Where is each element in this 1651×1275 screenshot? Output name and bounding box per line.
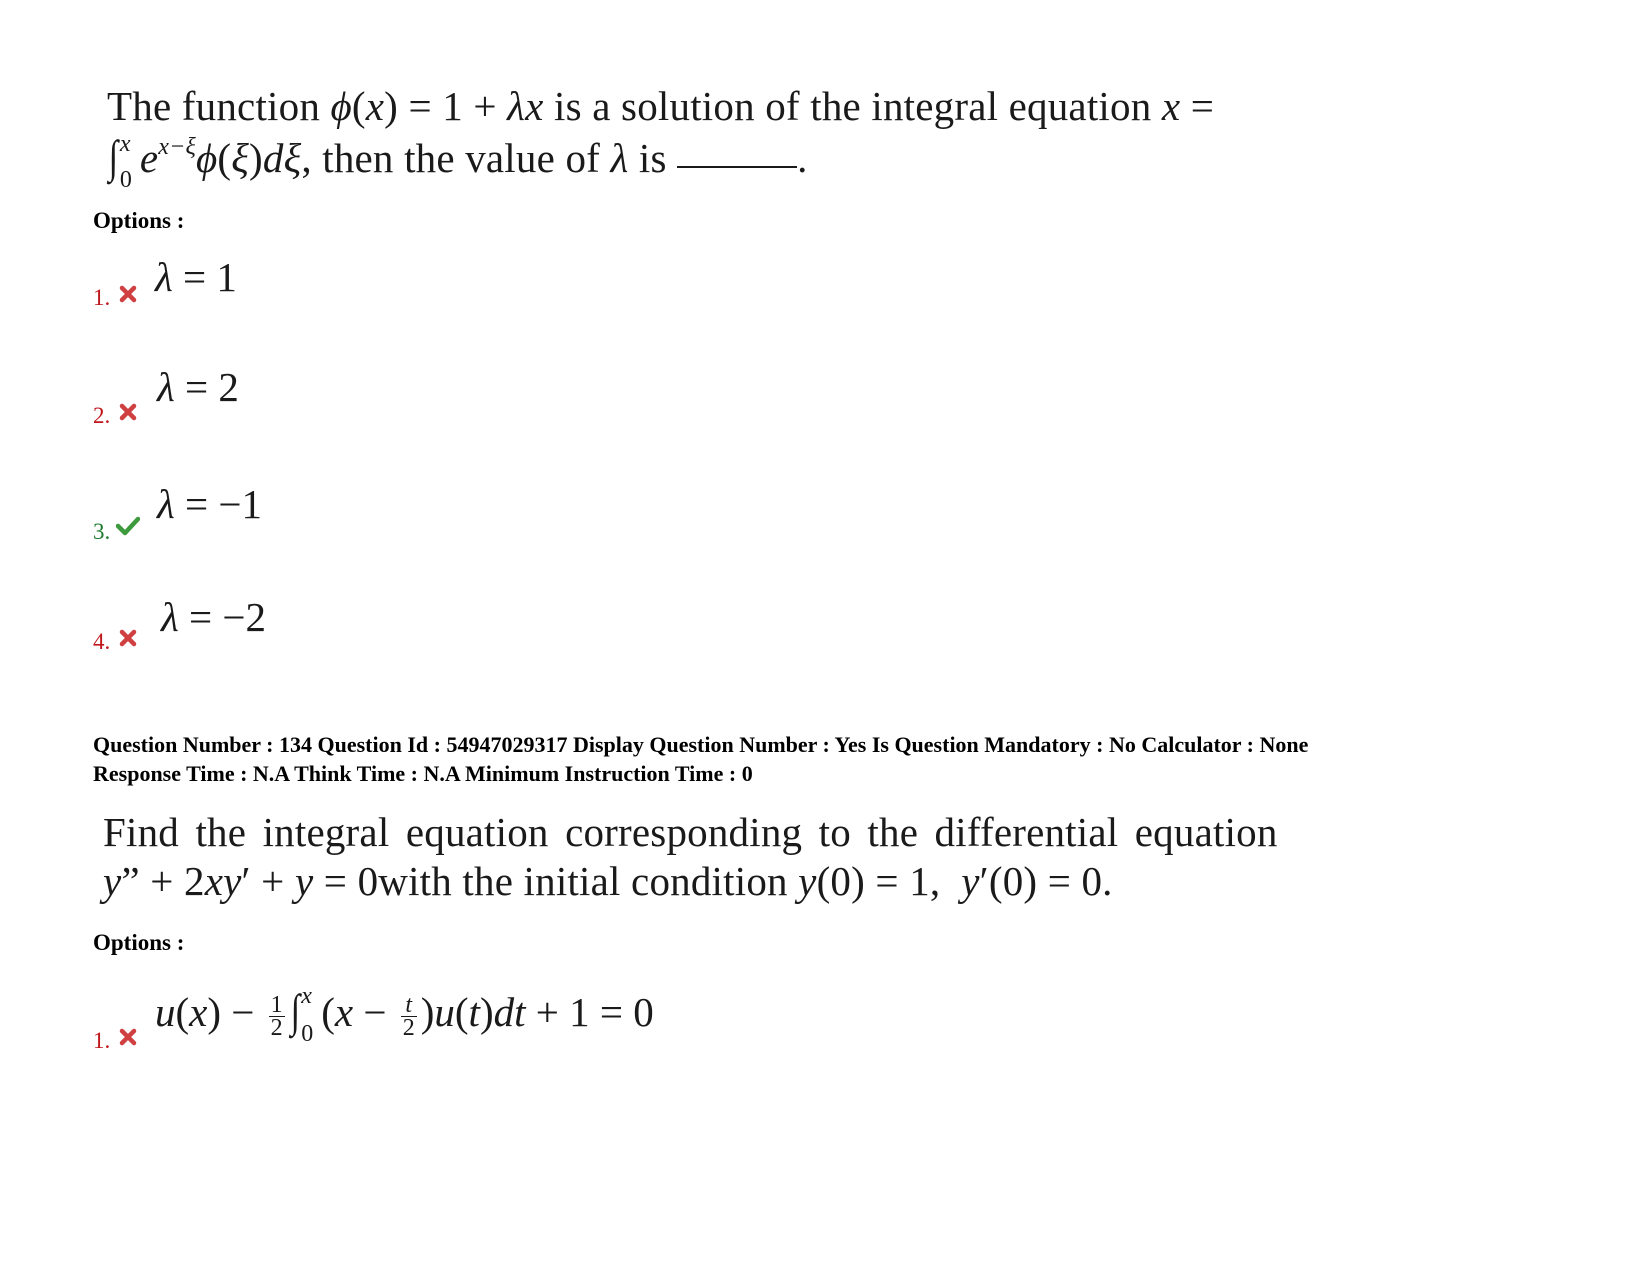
text-segment: = −1 bbox=[174, 481, 263, 527]
integral-upper-limit: x bbox=[119, 130, 131, 157]
option-number: 4. bbox=[93, 629, 111, 654]
math-symbol: u bbox=[434, 989, 455, 1035]
question-133-text-line-2 bbox=[107, 130, 808, 193]
option-number: 2. bbox=[93, 403, 111, 428]
text-segment: = bbox=[1180, 83, 1215, 129]
text-segment: is bbox=[628, 135, 678, 181]
math-symbol: y bbox=[798, 858, 817, 904]
math-symbol: xy bbox=[204, 858, 242, 904]
option-number: 1. bbox=[93, 285, 111, 310]
math-symbol: x bbox=[1161, 83, 1181, 129]
fraction-numerator: t bbox=[401, 994, 417, 1017]
text-segment: ) = 1 + bbox=[384, 83, 508, 129]
question-134-text-line-2 bbox=[103, 857, 1113, 905]
text-segment: . bbox=[797, 135, 808, 181]
math-symbol: λ bbox=[155, 254, 173, 300]
fraction bbox=[401, 992, 417, 1042]
text-segment: ( bbox=[217, 135, 232, 181]
text-segment: ′ + bbox=[241, 858, 295, 904]
option-expression bbox=[157, 480, 262, 528]
option-expression bbox=[155, 253, 237, 301]
text-segment: ) bbox=[249, 135, 263, 181]
fraction-denominator: 2 bbox=[270, 1015, 283, 1042]
question-133-text-line-1 bbox=[107, 82, 1214, 130]
text-segment: is a solution of the integral equation bbox=[543, 83, 1162, 129]
math-symbol: ξ bbox=[283, 135, 302, 181]
math-symbol: dt bbox=[493, 989, 526, 1035]
cross-icon bbox=[118, 1027, 138, 1047]
text-segment: = 0with the initial condition bbox=[313, 858, 799, 904]
options-label: Options : bbox=[93, 208, 185, 233]
text-segment: , then the value of bbox=[301, 135, 611, 181]
math-symbol: d bbox=[262, 135, 284, 181]
option-number: 3. bbox=[93, 519, 111, 544]
option-expression bbox=[161, 593, 266, 641]
text-segment: (0) = 1, bbox=[816, 858, 962, 904]
text-segment: The function bbox=[107, 83, 331, 129]
text-segment: ( bbox=[351, 83, 366, 129]
cross-icon bbox=[118, 284, 138, 304]
fraction-denominator: 2 bbox=[402, 1015, 415, 1042]
math-symbol: λ bbox=[157, 364, 175, 410]
math-symbol: y bbox=[961, 858, 980, 904]
math-symbol: y bbox=[103, 858, 122, 904]
options-label: Options : bbox=[93, 930, 185, 955]
math-symbol: λ bbox=[161, 594, 179, 640]
math-symbol: y bbox=[294, 858, 314, 904]
math-symbol: λ bbox=[157, 481, 175, 527]
checkmark-icon bbox=[116, 516, 140, 536]
integral-sign: ∫ bbox=[108, 131, 119, 182]
option-expression bbox=[157, 363, 239, 411]
math-symbol: x bbox=[365, 83, 385, 129]
option-expression: u(x) − $\frac{1}{2}$ ∫ x 0 (x − $\frac{t}{2}$ )u(t)dt + 1 = 0 bbox=[155, 982, 654, 1047]
integral-lower-limit: 0 bbox=[119, 166, 133, 193]
metadata-line-2: Response Time : N.A Think Time : N.A Minimum Instruction Time : 0 bbox=[93, 761, 753, 786]
fraction bbox=[269, 992, 285, 1042]
answer-blank bbox=[677, 166, 797, 168]
text-segment: ” + 2 bbox=[121, 858, 205, 904]
math-symbol: ϕ bbox=[330, 83, 352, 129]
text-segment: Find the integral equation corresponding to the differential equation bbox=[103, 809, 1278, 855]
integral-sign: ∫ bbox=[290, 985, 300, 1036]
integral-upper-limit: x bbox=[301, 982, 312, 1009]
math-symbol: ξ bbox=[231, 135, 249, 181]
option-number: 1. bbox=[93, 1028, 111, 1053]
text-segment: = −2 bbox=[178, 594, 267, 640]
text-segment: ′(0) = 0. bbox=[979, 858, 1113, 904]
math-symbol: e bbox=[139, 135, 159, 181]
text-segment: + 1 = 0 bbox=[525, 989, 654, 1035]
exponent: x−ξ bbox=[158, 134, 196, 160]
math-symbol: u bbox=[155, 989, 176, 1035]
math-symbol: x bbox=[189, 989, 208, 1035]
cross-icon bbox=[118, 628, 138, 648]
text-segment: = 1 bbox=[172, 254, 237, 300]
math-symbol: ϕ bbox=[195, 135, 218, 181]
math-symbol: λ bbox=[507, 83, 526, 129]
math-symbol: t bbox=[468, 989, 480, 1035]
math-symbol: x bbox=[525, 83, 544, 129]
question-134-metadata bbox=[93, 730, 1308, 788]
math-symbol: λ bbox=[610, 135, 629, 181]
cross-icon bbox=[118, 402, 138, 422]
question-134-text-line-1 bbox=[103, 808, 1278, 856]
math-symbol: x bbox=[334, 989, 354, 1035]
fraction-numerator: 1 bbox=[270, 992, 283, 1019]
metadata-line-1: Question Number : 134 Question Id : 54947029317 Display Question Number : Yes Is Question Mandatory : No Calculator : None bbox=[93, 732, 1309, 757]
integral-lower-limit: 0 bbox=[301, 1020, 314, 1047]
text-segment: = 2 bbox=[174, 364, 239, 410]
